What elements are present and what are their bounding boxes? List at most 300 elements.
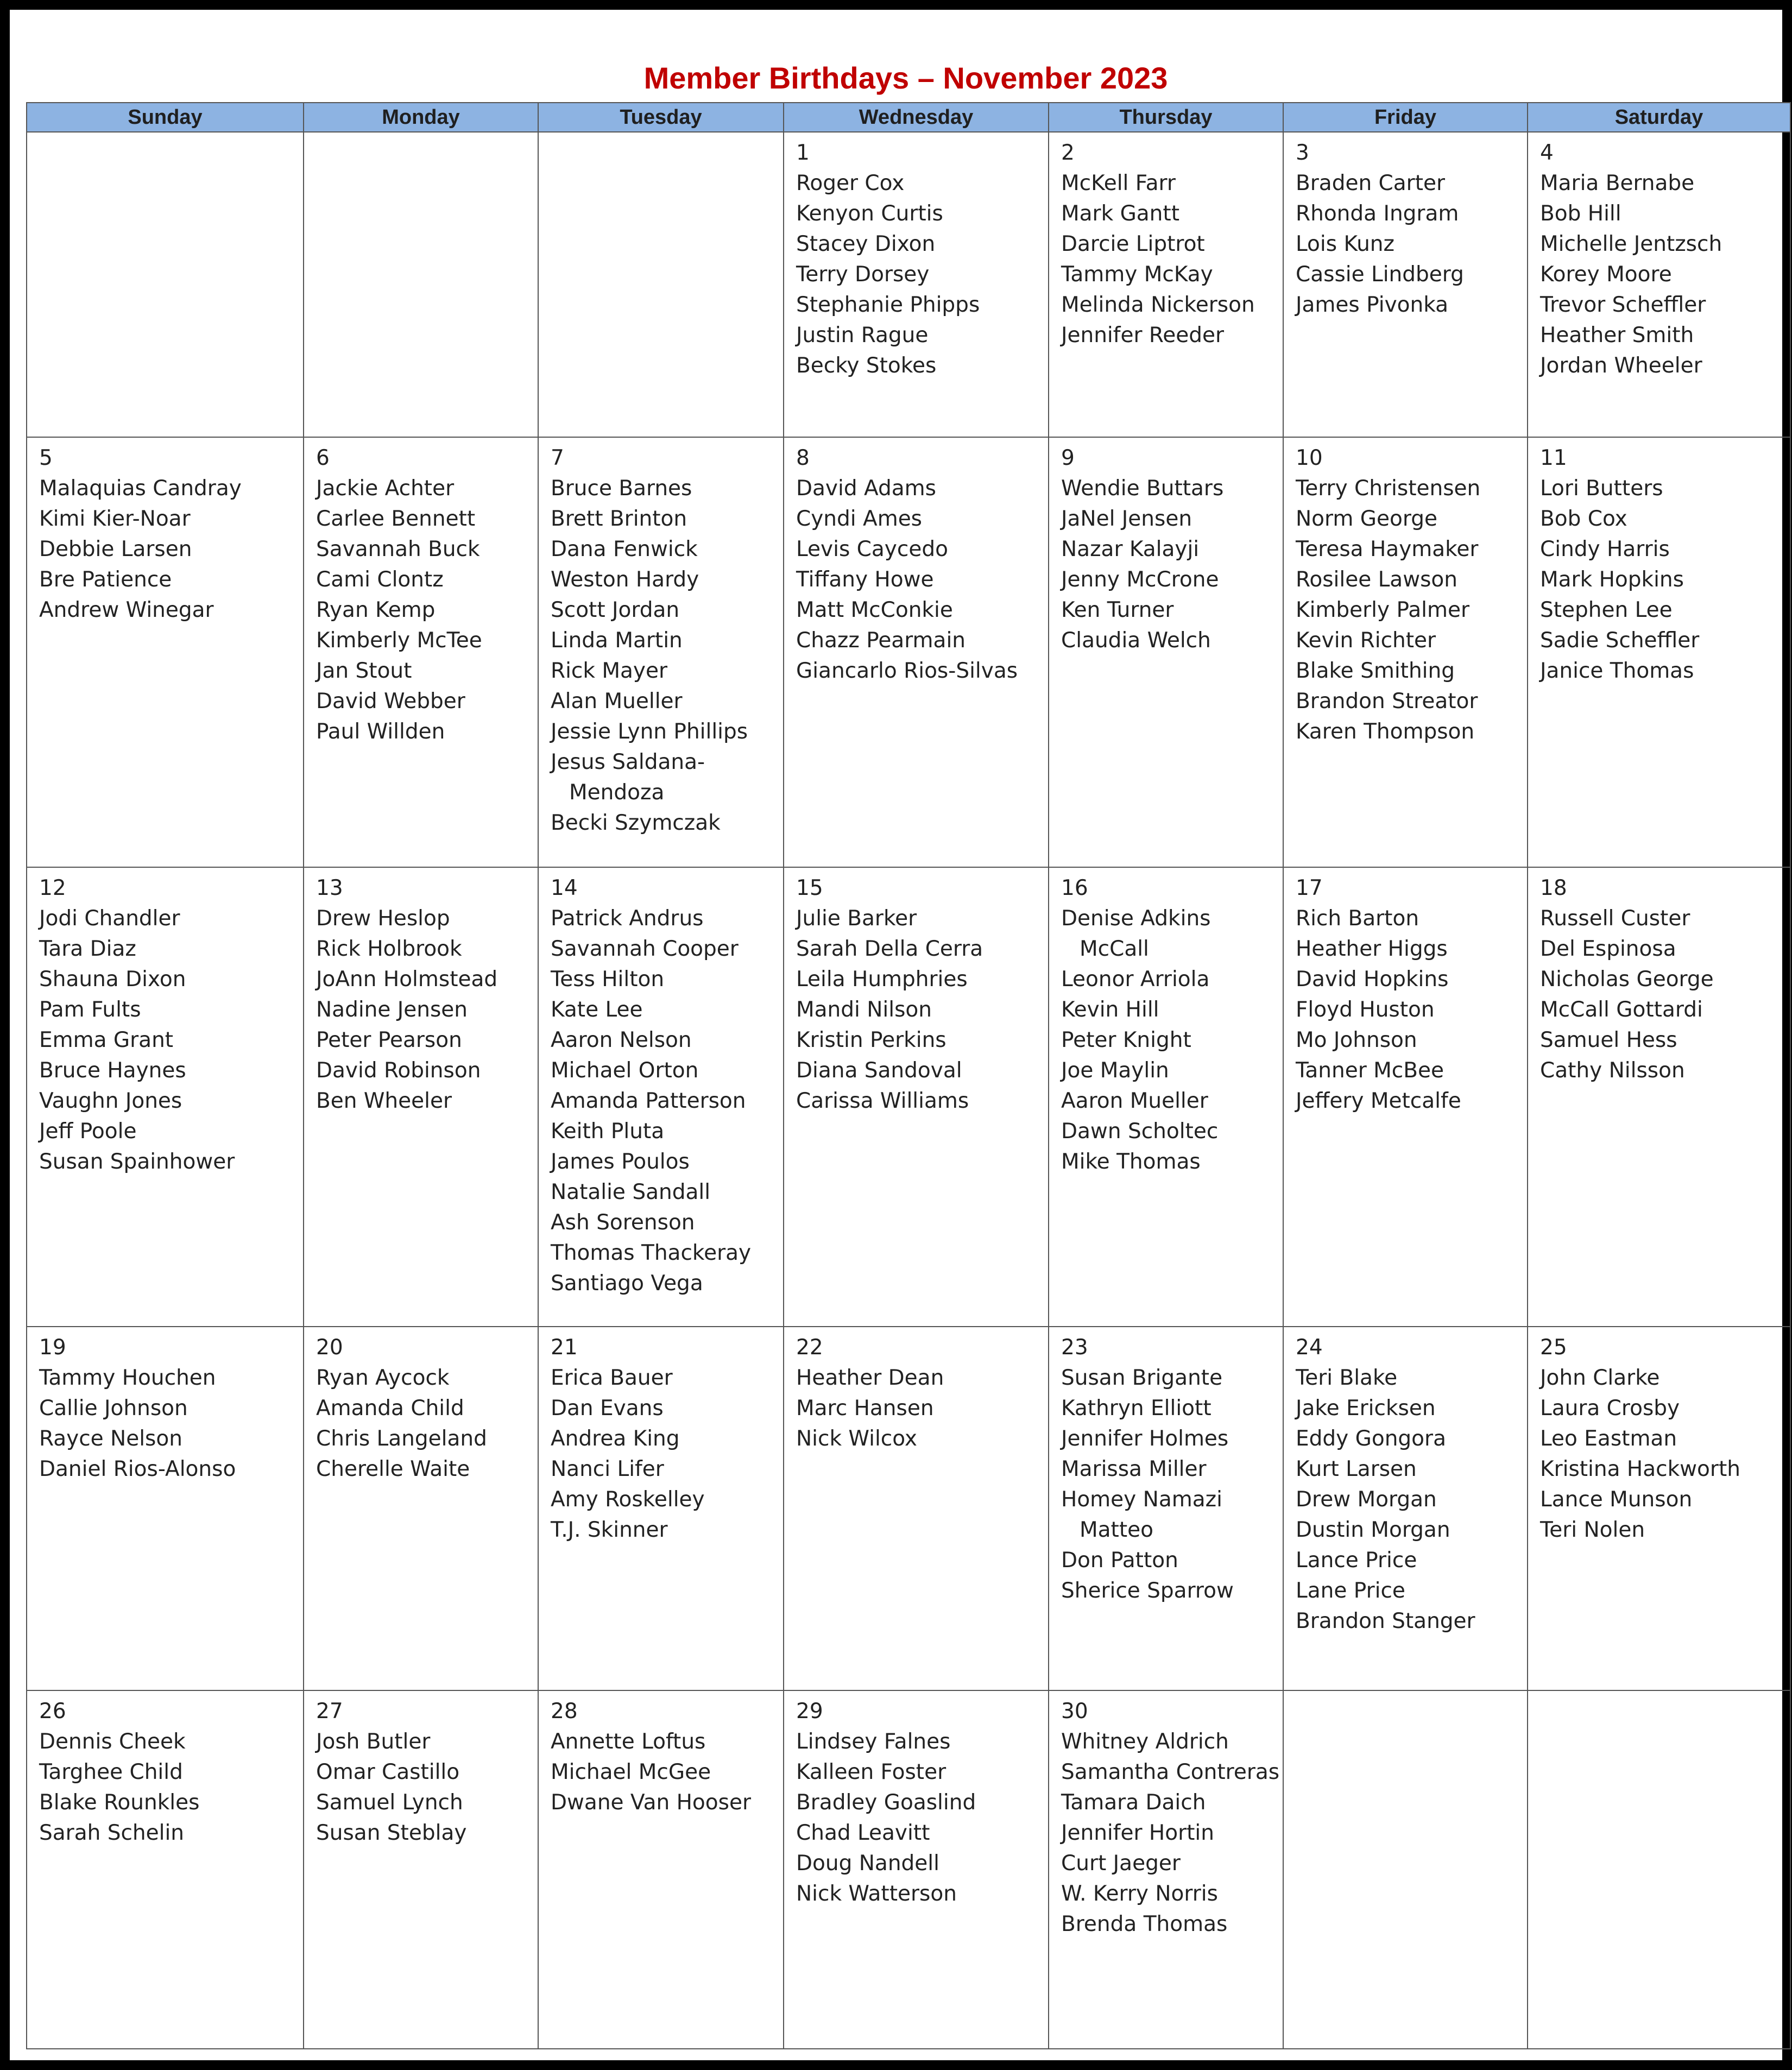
- member-name: Susan Steblay: [316, 1821, 467, 1845]
- member-name: Dan Evans: [551, 1396, 664, 1421]
- member-name: Drew Heslop: [316, 906, 450, 931]
- member-name: Jake Ericksen: [1296, 1396, 1436, 1421]
- member-name: Leila Humphries: [796, 967, 968, 992]
- member-name: Marissa Miller: [1061, 1457, 1207, 1481]
- member-name: David Hopkins: [1296, 967, 1449, 992]
- member-name: Michael McGee: [551, 1760, 711, 1784]
- birthday-name-list: [1540, 168, 1790, 381]
- day-cell: [304, 1690, 538, 2049]
- calendar-title: Member Birthdays – November 2023: [643, 61, 1168, 95]
- member-name: Samantha Contreras: [1061, 1760, 1280, 1784]
- member-name: Dawn Scholtec: [1061, 1119, 1219, 1144]
- member-name: Lance Price: [1296, 1548, 1417, 1573]
- day-number: 2: [1061, 141, 1075, 165]
- member-name: James Pivonka: [1296, 293, 1449, 317]
- member-name: Dennis Cheek: [39, 1730, 186, 1754]
- day-number: 26: [39, 1699, 66, 1724]
- member-name: Eddy Gongora: [1296, 1427, 1446, 1451]
- day-cell: [27, 1327, 304, 1690]
- calendar-weeks: [27, 132, 1790, 2049]
- member-name: Bruce Barnes: [551, 476, 692, 501]
- member-name: Heather Higgs: [1296, 937, 1448, 961]
- day-cell: [27, 1690, 304, 2049]
- day-number: 13: [316, 876, 343, 900]
- member-name: Giancarlo Rios-Silvas: [796, 659, 1018, 683]
- member-name: Matteo: [1080, 1518, 1153, 1542]
- member-name: Marc Hansen: [796, 1396, 934, 1421]
- day-number: 12: [39, 876, 66, 900]
- member-name: Cassie Lindberg: [1296, 262, 1464, 287]
- member-name: Kimberly McTee: [316, 628, 482, 653]
- birthday-name-list: [796, 904, 1048, 1116]
- member-name: Denise Adkins: [1061, 906, 1211, 931]
- member-name: Tammy McKay: [1061, 262, 1213, 287]
- member-name: Tiffany Howe: [796, 567, 934, 592]
- birthday-name-list: [796, 474, 1048, 686]
- member-name: Emma Grant: [39, 1028, 174, 1052]
- member-name: Laura Crosby: [1540, 1396, 1680, 1421]
- member-name: Janice Thomas: [1540, 659, 1694, 683]
- member-name: Bruce Haynes: [39, 1058, 186, 1083]
- empty-day-cell: [1528, 1690, 1790, 2049]
- member-name: Amy Roskelley: [551, 1487, 705, 1512]
- member-name: Leo Eastman: [1540, 1427, 1677, 1451]
- member-name: Tara Diaz: [39, 937, 136, 961]
- member-name: Jessie Lynn Phillips: [551, 720, 748, 744]
- member-name: Brenda Thomas: [1061, 1912, 1228, 1936]
- member-name: JaNel Jensen: [1061, 507, 1192, 531]
- birthday-name-list: [1061, 1363, 1283, 1606]
- weekday-header-wednesday: Wednesday: [784, 103, 1049, 132]
- empty-day-cell: [27, 132, 304, 437]
- birthday-name-list: [316, 1363, 538, 1485]
- birthday-name-list: [796, 1363, 1048, 1454]
- member-name: Teri Nolen: [1540, 1518, 1645, 1542]
- member-name: Samuel Lynch: [316, 1790, 463, 1815]
- member-name: Whitney Aldrich: [1061, 1730, 1229, 1754]
- member-name: Norm George: [1296, 507, 1437, 531]
- day-number: 1: [796, 141, 810, 165]
- weekday-header-sunday: Sunday: [27, 103, 304, 132]
- member-name: Lois Kunz: [1296, 232, 1395, 256]
- member-name: David Robinson: [316, 1058, 481, 1083]
- birthday-name-list: [316, 474, 538, 747]
- member-name: Homey Namazi: [1061, 1487, 1222, 1512]
- member-name: Roger Cox: [796, 171, 905, 195]
- member-name: Peter Knight: [1061, 1028, 1191, 1052]
- member-name: Drew Morgan: [1296, 1487, 1437, 1512]
- member-name: Jennifer Hortin: [1061, 1821, 1214, 1845]
- member-name: Lindsey Falnes: [796, 1730, 951, 1754]
- member-name: Ben Wheeler: [316, 1089, 452, 1113]
- member-name: Jennifer Reeder: [1061, 323, 1225, 348]
- day-cell: [1283, 1327, 1528, 1690]
- member-name: Mendoza: [569, 780, 665, 805]
- member-name: Josh Butler: [316, 1730, 431, 1754]
- day-cell: [784, 1690, 1049, 2049]
- weekday-header-saturday: Saturday: [1528, 103, 1790, 132]
- member-name: Mandi Nilson: [796, 998, 932, 1022]
- member-name: Rhonda Ingram: [1296, 201, 1459, 226]
- member-name: Kathryn Elliott: [1061, 1396, 1212, 1421]
- member-name: Aaron Nelson: [551, 1028, 692, 1052]
- member-name: David Webber: [316, 689, 465, 714]
- day-number: 28: [551, 1699, 578, 1724]
- member-name: Trevor Scheffler: [1540, 293, 1706, 317]
- member-name: Erica Bauer: [551, 1366, 673, 1390]
- empty-day-cell: [1283, 1690, 1528, 2049]
- calendar-week-row: [27, 1690, 1790, 2049]
- weekday-header-tuesday: Tuesday: [538, 103, 784, 132]
- day-cell: [1049, 437, 1283, 867]
- calendar-grid: [26, 102, 1791, 2049]
- member-name: Susan Spainhower: [39, 1150, 235, 1174]
- member-name: Savannah Cooper: [551, 937, 739, 961]
- member-name: Linda Martin: [551, 628, 683, 653]
- member-name: Don Patton: [1061, 1548, 1178, 1573]
- member-name: Bre Patience: [39, 567, 172, 592]
- day-cell: [538, 1327, 784, 1690]
- day-number: 24: [1296, 1335, 1323, 1360]
- birthday-name-list: [39, 474, 303, 626]
- member-name: Kristina Hackworth: [1540, 1457, 1740, 1481]
- member-name: Ash Sorenson: [551, 1210, 695, 1235]
- member-name: Sadie Scheffler: [1540, 628, 1700, 653]
- member-name: Brandon Stanger: [1296, 1609, 1475, 1633]
- member-name: W. Kerry Norris: [1061, 1882, 1218, 1906]
- birthday-name-list: [1540, 474, 1790, 686]
- member-name: Blake Rounkles: [39, 1790, 200, 1815]
- member-name: Curt Jaeger: [1061, 1851, 1181, 1876]
- member-name: Tess Hilton: [551, 967, 665, 992]
- member-name: Carissa Williams: [796, 1089, 969, 1113]
- birthday-name-list: [551, 474, 783, 838]
- member-name: T.J. Skinner: [551, 1518, 668, 1542]
- member-name: Jesus Saldana-: [551, 750, 705, 774]
- member-name: Karen Thompson: [1296, 720, 1475, 744]
- empty-day-cell: [538, 132, 784, 437]
- member-name: Stephen Lee: [1540, 598, 1673, 622]
- member-name: Nazar Kalayji: [1061, 537, 1200, 561]
- member-name: Mike Thomas: [1061, 1150, 1201, 1174]
- member-name: Thomas Thackeray: [551, 1241, 752, 1265]
- member-name: Malaquias Candray: [39, 476, 242, 501]
- birthday-name-list: [796, 1727, 1048, 1909]
- member-name: Darcie Liptrot: [1061, 232, 1205, 256]
- day-number: 25: [1540, 1335, 1567, 1360]
- day-number: 17: [1296, 876, 1323, 900]
- day-number: 10: [1296, 446, 1323, 470]
- member-name: Bob Hill: [1540, 201, 1621, 226]
- member-name: Nicholas George: [1540, 967, 1714, 992]
- member-name: Matt McConkie: [796, 598, 953, 622]
- birthday-name-list: [1061, 474, 1283, 656]
- day-cell: [304, 1327, 538, 1690]
- member-name: Bradley Goaslind: [796, 1790, 976, 1815]
- member-name: Targhee Child: [39, 1760, 183, 1784]
- member-name: Ryan Kemp: [316, 598, 436, 622]
- member-name: Rich Barton: [1296, 906, 1419, 931]
- member-name: Amanda Child: [316, 1396, 464, 1421]
- day-cell: [1528, 132, 1790, 437]
- member-name: Chad Leavitt: [796, 1821, 930, 1845]
- member-name: Natalie Sandall: [551, 1180, 711, 1204]
- member-name: Tanner McBee: [1296, 1058, 1444, 1083]
- member-name: Andrew Winegar: [39, 598, 214, 622]
- birthday-name-list: [1296, 1363, 1527, 1637]
- member-name: Cami Clontz: [316, 567, 444, 592]
- day-cell: [784, 867, 1049, 1327]
- member-name: McCall Gottardi: [1540, 998, 1703, 1022]
- member-name: Braden Carter: [1296, 171, 1446, 195]
- member-name: Kristin Perkins: [796, 1028, 947, 1052]
- member-name: Mark Gantt: [1061, 201, 1179, 226]
- member-name: Terry Christensen: [1296, 476, 1481, 501]
- member-name: Wendie Buttars: [1061, 476, 1224, 501]
- member-name: Jodi Chandler: [39, 906, 180, 931]
- member-name: Cathy Nilsson: [1540, 1058, 1685, 1083]
- weekday-header-thursday: Thursday: [1049, 103, 1283, 132]
- member-name: Korey Moore: [1540, 262, 1672, 287]
- member-name: Jeffery Metcalfe: [1296, 1089, 1461, 1113]
- member-name: Tamara Daich: [1061, 1790, 1206, 1815]
- day-cell: [1049, 867, 1283, 1327]
- member-name: Becki Szymczak: [551, 811, 721, 835]
- member-name: Mark Hopkins: [1540, 567, 1684, 592]
- day-number: 15: [796, 876, 823, 900]
- day-cell: [1049, 1690, 1283, 2049]
- member-name: JoAnn Holmstead: [316, 967, 498, 992]
- member-name: Rayce Nelson: [39, 1427, 182, 1451]
- member-name: Kenyon Curtis: [796, 201, 943, 226]
- member-name: Terry Dorsey: [796, 262, 930, 287]
- birthday-name-list: [551, 904, 783, 1299]
- member-name: Teri Blake: [1296, 1366, 1398, 1390]
- weekday-header-monday: Monday: [304, 103, 538, 132]
- member-name: Kalleen Foster: [796, 1760, 947, 1784]
- day-number: 8: [796, 446, 810, 470]
- member-name: Nick Wilcox: [796, 1427, 917, 1451]
- member-name: Chazz Pearmain: [796, 628, 966, 653]
- member-name: Del Espinosa: [1540, 937, 1676, 961]
- member-name: Paul Willden: [316, 720, 445, 744]
- member-name: Jordan Wheeler: [1540, 354, 1702, 378]
- member-name: Nadine Jensen: [316, 998, 468, 1022]
- member-name: Carlee Bennett: [316, 507, 476, 531]
- day-number: 30: [1061, 1699, 1088, 1724]
- weekday-header-row: [27, 103, 1790, 132]
- day-cell: [538, 1690, 784, 2049]
- member-name: McCall: [1080, 937, 1149, 961]
- member-name: Stephanie Phipps: [796, 293, 980, 317]
- member-name: Peter Pearson: [316, 1028, 462, 1052]
- birthday-name-list: [1061, 904, 1283, 1177]
- day-number: 6: [316, 446, 330, 470]
- member-name: Savannah Buck: [316, 537, 480, 561]
- day-cell: [304, 867, 538, 1327]
- member-name: Jennifer Holmes: [1061, 1427, 1229, 1451]
- day-number: 4: [1540, 141, 1554, 165]
- member-name: Cindy Harris: [1540, 537, 1670, 561]
- member-name: Sherice Sparrow: [1061, 1579, 1234, 1603]
- member-name: Ken Turner: [1061, 598, 1174, 622]
- member-name: Rick Mayer: [551, 659, 668, 683]
- member-name: Melinda Nickerson: [1061, 293, 1255, 317]
- member-name: Alan Mueller: [551, 689, 683, 714]
- weekday-header-friday: Friday: [1283, 103, 1528, 132]
- member-name: John Clarke: [1540, 1366, 1660, 1390]
- member-name: Maria Bernabe: [1540, 171, 1695, 195]
- day-cell: [538, 437, 784, 867]
- member-name: Julie Barker: [796, 906, 917, 931]
- birthday-name-list: [551, 1363, 783, 1545]
- day-cell: [1283, 132, 1528, 437]
- birthday-name-list: [1540, 1363, 1790, 1545]
- member-name: Nanci Lifer: [551, 1457, 664, 1481]
- member-name: Michael Orton: [551, 1058, 699, 1083]
- day-cell: [1283, 437, 1528, 867]
- member-name: Sarah Schelin: [39, 1821, 185, 1845]
- member-name: Jeff Poole: [39, 1119, 137, 1144]
- member-name: Samuel Hess: [1540, 1028, 1677, 1052]
- member-name: Mo Johnson: [1296, 1028, 1417, 1052]
- member-name: Jackie Achter: [316, 476, 455, 501]
- birthday-name-list: [316, 1727, 538, 1848]
- member-name: Floyd Huston: [1296, 998, 1435, 1022]
- member-name: Becky Stokes: [796, 354, 937, 378]
- birthday-name-list: [551, 1727, 783, 1818]
- birthday-name-list: [39, 1727, 303, 1848]
- member-name: Levis Caycedo: [796, 537, 948, 561]
- member-name: Claudia Welch: [1061, 628, 1211, 653]
- day-number: 18: [1540, 876, 1567, 900]
- member-name: Sarah Della Cerra: [796, 937, 983, 961]
- day-cell: [1528, 437, 1790, 867]
- member-name: Dustin Morgan: [1296, 1518, 1450, 1542]
- birthday-name-list: [1540, 904, 1790, 1086]
- day-number: 20: [316, 1335, 343, 1360]
- calendar-week-row: [27, 1327, 1790, 1690]
- birthday-name-list: [1061, 168, 1283, 351]
- member-name: Dwane Van Hooser: [551, 1790, 751, 1815]
- member-name: Amanda Patterson: [551, 1089, 746, 1113]
- member-name: Susan Brigante: [1061, 1366, 1223, 1390]
- day-number: 7: [551, 446, 564, 470]
- day-cell: [784, 1327, 1049, 1690]
- member-name: Santiago Vega: [551, 1271, 703, 1296]
- day-cell: [1283, 867, 1528, 1327]
- member-name: Omar Castillo: [316, 1760, 460, 1784]
- birthday-name-list: [1296, 168, 1527, 320]
- member-name: Brett Brinton: [551, 507, 687, 531]
- member-name: Scott Jordan: [551, 598, 680, 622]
- birthday-name-list: [796, 168, 1048, 381]
- day-cell: [538, 867, 784, 1327]
- member-name: Pam Fults: [39, 998, 141, 1022]
- member-name: James Poulos: [551, 1150, 690, 1174]
- member-name: Nick Watterson: [796, 1882, 957, 1906]
- member-name: Andrea King: [551, 1427, 680, 1451]
- member-name: Heather Smith: [1540, 323, 1694, 348]
- day-cell: [1528, 1327, 1790, 1690]
- day-cell: [1528, 867, 1790, 1327]
- member-name: Cyndi Ames: [796, 507, 923, 531]
- member-name: Rick Holbrook: [316, 937, 462, 961]
- member-name: Doug Nandell: [796, 1851, 939, 1876]
- member-name: Kimberly Palmer: [1296, 598, 1470, 622]
- calendar-week-row: [27, 437, 1790, 867]
- member-name: Joe Maylin: [1061, 1058, 1169, 1083]
- member-name: Justin Rague: [796, 323, 929, 348]
- member-name: Ryan Aycock: [316, 1366, 450, 1390]
- member-name: Teresa Haymaker: [1296, 537, 1479, 561]
- birthday-name-list: [316, 904, 538, 1116]
- member-name: Cherelle Waite: [316, 1457, 470, 1481]
- member-name: Aaron Mueller: [1061, 1089, 1208, 1113]
- day-number: 14: [551, 876, 578, 900]
- member-name: David Adams: [796, 476, 936, 501]
- day-number: 27: [316, 1699, 343, 1724]
- day-number: 19: [39, 1335, 66, 1360]
- member-name: Daniel Rios-Alonso: [39, 1457, 236, 1481]
- member-name: Kevin Hill: [1061, 998, 1159, 1022]
- day-number: 11: [1540, 446, 1567, 470]
- member-name: Diana Sandoval: [796, 1058, 962, 1083]
- member-name: Kimi Kier-Noar: [39, 507, 191, 531]
- day-number: 3: [1296, 141, 1309, 165]
- day-number: 29: [796, 1699, 823, 1724]
- member-name: Stacey Dixon: [796, 232, 936, 256]
- member-name: Weston Hardy: [551, 567, 699, 592]
- birthday-name-list: [39, 904, 303, 1177]
- day-cell: [304, 437, 538, 867]
- day-number: 16: [1061, 876, 1088, 900]
- member-name: Rosilee Lawson: [1296, 567, 1458, 592]
- birthday-name-list: [39, 1363, 303, 1485]
- member-name: Keith Pluta: [551, 1119, 665, 1144]
- day-number: 22: [796, 1335, 823, 1360]
- member-name: Michelle Jentzsch: [1540, 232, 1722, 256]
- member-name: Vaughn Jones: [39, 1089, 182, 1113]
- birthday-name-list: [1296, 474, 1527, 747]
- day-cell: [1049, 1327, 1283, 1690]
- member-name: Chris Langeland: [316, 1427, 487, 1451]
- member-name: Brandon Streator: [1296, 689, 1478, 714]
- day-cell: [1049, 132, 1283, 437]
- member-name: Annette Loftus: [551, 1730, 706, 1754]
- day-number: 9: [1061, 446, 1075, 470]
- day-number: 5: [39, 446, 53, 470]
- member-name: Tammy Houchen: [39, 1366, 216, 1390]
- day-cell: [27, 437, 304, 867]
- day-number: 21: [551, 1335, 578, 1360]
- member-name: Shauna Dixon: [39, 967, 186, 992]
- day-cell: [27, 867, 304, 1327]
- member-name: Kurt Larsen: [1296, 1457, 1417, 1481]
- member-name: Russell Custer: [1540, 906, 1690, 931]
- day-number: 23: [1061, 1335, 1088, 1360]
- calendar-week-row: [27, 867, 1790, 1327]
- member-name: Lance Munson: [1540, 1487, 1693, 1512]
- member-name: Kevin Richter: [1296, 628, 1436, 653]
- birthday-name-list: [1061, 1727, 1283, 1940]
- member-name: Bob Cox: [1540, 507, 1627, 531]
- member-name: Blake Smithing: [1296, 659, 1455, 683]
- member-name: Jan Stout: [316, 659, 412, 683]
- member-name: Callie Johnson: [39, 1396, 188, 1421]
- member-name: Patrick Andrus: [551, 906, 704, 931]
- member-name: Dana Fenwick: [551, 537, 698, 561]
